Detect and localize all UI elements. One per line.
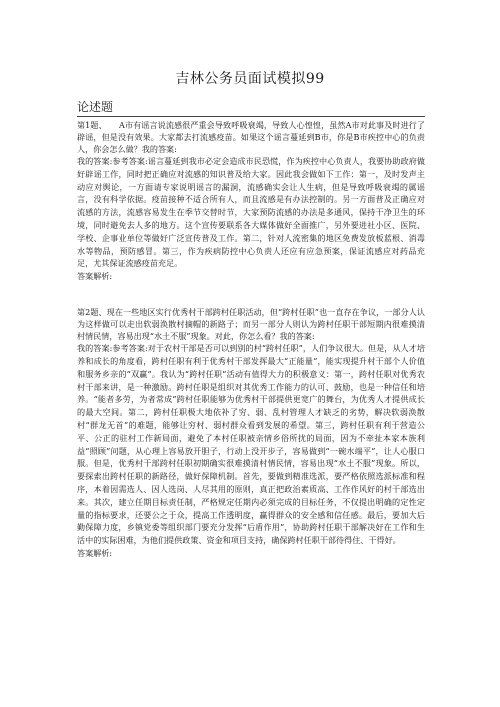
question-1-explanation: 答案解析: [77, 271, 113, 282]
question-2-answer: 我的答案:参考答案:对于农村干部是否可以到别的村“跨村任职”，人们争议很大。但是，从人才培养和成长的角度看，跨村任职有利于优秀村干部发挥最大“正能量”，能实现提升村干部个人价值和服务乡亲的“双赢”。我认为“跨村任职”活动有值得大力的积极意义：第一，跨村任职对优秀农村干部来讲，是一种激励。跨村任职是组织对其优秀工作能力的认可、鼓励，也是一种信任和培养。“能者多劳，为者常成”跨村任职能够为优秀村干部提供更宽广的舞台，为优秀人才提供成长的最大空间。第二，跨村任职极大地依补了穷、弱、乱村管理人才缺乏的劣势，解决软弱涣散村“群龙无首”的难题，能够让穷村、弱村群众看到发展的希望。第三，跨村任职有利于营造公平、公正的驻村工作新局面，避免了本村任职被亲情乡俗所扰的局面，因为不牵扯本家本族利益“照顾”问题，从心理上容易放开胆子，行动上没开步子，容易做到“一碗水端平”，让人心服口服。但是，优秀村干部跨村任职初期确实很难摸清村情民情，容易出现“水土不服”现象。所以，要探索出跨村任职的新路径，做好保障机制。首先，要做到精准选派，要严格依照选派标准和程序，本着因需选人、因人选岗、人尽其用的原则，真正把政治素质高、工作作风好的村干部选出来。其次，建立任期目标责任制，严格规定任期内必须完成的目标任务，不仅提出明确的定性定量的指标要求，还要公之于众，提高工作透明度，赢得群众的安全感和信任感。最后，要加大后勤保障力度，乡镇党委等组织部门要充分发挥“后盾作用”，协助跨村任职干部解决好在工作和生活中的实际困难，为他们提供政策、资金和项目支持，确保跨村任职干部待得住、干得好。 [77, 343, 425, 546]
spacer [77, 282, 425, 306]
section-heading: 论述题 [77, 98, 425, 117]
question-1-answer: 我的答案:参考答案:谣言蔓延到我市必定会造成市民恐慌，作为疾控中心负责人，我要协助政府做好辟谣工作，同时把正确应对流感的知识普及给大家。因此我会做如下工作：第一，及时发声主动应对舆论，一方面请专家说明谣言的漏洞，流感确实会让人生病，但是导致呼吸衰竭的属谣言，没有科学依据。疫苗接种不适合所有人，而且流感是有办法控制的。另一方面普及正确应对流感的方法，流感容易发生在季节交替时节，大家预防流感的办法是多通风，保持干净卫生的环境，同时避免去人多的地方。这个宣传要联系各大媒体做好全面推广，另外要进社小区、医院、学校、企事业单位等做好广泛宣传普及工作。第二，针对人流密集的地区免费发放板蓝根、消毒水等物品，预防感冒。第三，作为疾病防控中心负责人还应有应急预案，保证流感应对药品充足，尤其保证流感疫苗充足。 [77, 156, 425, 269]
question-2-prompt: 第2题、现在一些地区实行优秀村干部跨村任职活动，但“跨村任职”也一直存在争议，一部分人认为这样做可以走出软弱涣散村摘帽的新路子；而另一部分人则认为跨村任职干部短期内很难摸清村情民情，容易出现“水土不服”现象。对此，你怎么看？我的答案: [77, 307, 425, 342]
question-1-prompt: 第1题、 A市有谣言说流感很严重会导致呼吸衰竭，导致人心惶惶，虽然A市对此事及时进行了辟谣，但是没有效果。大家都去打流感疫苗。如果这个谣言蔓延到B市，你是B市疾控中心的负责人，你会怎么做？我的答案: [77, 120, 425, 154]
question-2-explanation: 答案解析: [77, 547, 113, 558]
document-body [77, 98, 425, 559]
document-title: 吉林公务员面试模拟99 [175, 71, 325, 87]
